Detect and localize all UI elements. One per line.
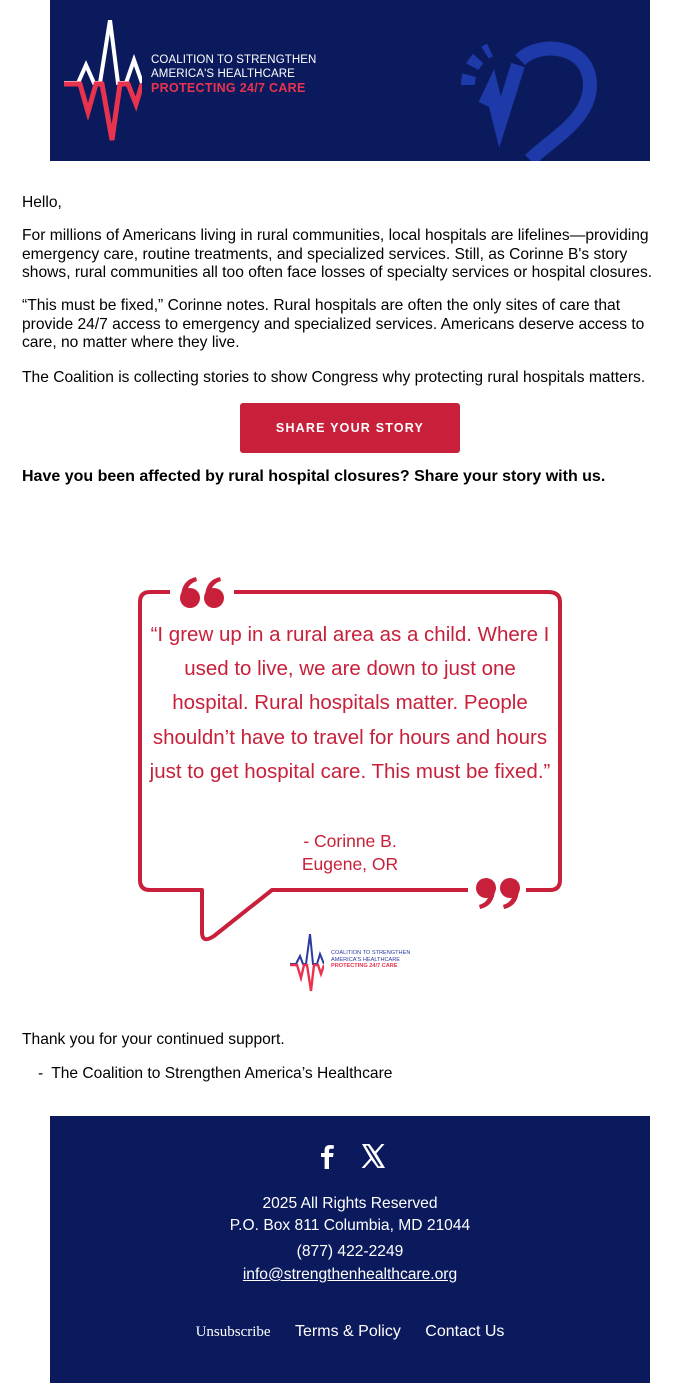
small-heartbeat-logo-icon [290,934,324,992]
copyright-text: 2025 All Rights Reserved [262,1195,438,1212]
small-logo-line-1: COALITION TO STRENGTHEN [331,950,411,956]
testimonial-author: - Corinne B. [303,831,397,851]
coalition-logo-text [151,53,316,95]
social-links [50,1142,650,1170]
email-link[interactable]: info@strengthenhealthcare.org [242,1266,458,1283]
collecting-stories-paragraph: The Coalition is collecting stories to show Congress why protecting rural hospitals matters. [22,369,646,386]
share-your-story-button[interactable] [240,403,460,453]
small-logo-line-3: PROTECTING 24/7 CARE [331,963,398,969]
logo-line-1: COALITION TO STRENGTHEN [151,54,317,66]
signoff-signature: The Coalition to Strengthen America’s Healthcare [51,1065,393,1082]
small-logo-line-2: AMERICA'S HEALTHCARE [331,956,401,963]
open-quote-icon [178,576,228,610]
thank-you-text: Thank you for your continued support. [22,1031,285,1048]
footer-links [50,1323,650,1341]
testimonial-quote: “I grew up in a rural area as a child. Where I used to live, we are down to just one hospital. Rural hospitals matter. People shouldn’t have to travel for hours and hours just to get hospital care. This must be fixed.” [149,623,551,783]
quote-paragraph: “This must be fixed,” Corinne notes. Rural hospitals are often the only sites of care that provide 24/7 access to emergency and specialized services. Americans deserve access to care, no matter where they live. [22,297,645,351]
affected-heading: Have you been affected by rural hospital closures? Share your story with us. [22,468,606,485]
unsubscribe-link[interactable]: Unsubscribe [195,1324,271,1340]
mailing-address: P.O. Box 811 Columbia, MD 21044 [229,1217,471,1234]
logo-line-2: AMERICA'S HEALTHCARE [151,68,295,80]
intro-paragraph: For millions of Americans living in rural communities, local hospitals are lifelines—providing emergency care, routine treatments, and specialized services. Still, as Corinne B's story shows, rural communities all too often face losses of specialty services or hospital closures. [22,227,653,281]
terms-policy-link[interactable]: Terms & Policy [295,1323,401,1340]
small-coalition-logo-text [331,950,410,970]
contact-us-link[interactable]: Contact Us [425,1323,505,1340]
facebook-icon[interactable] [313,1142,341,1170]
testimonial-attribution [148,830,552,876]
x-icon[interactable] [359,1142,387,1170]
phone-number: (877) 422-2249 [296,1243,404,1260]
heartbeat-logo-icon [64,20,142,142]
signoff [38,1065,392,1083]
signoff-dash: - [38,1065,44,1082]
greeting: Hello, [22,194,62,211]
header-banner [50,0,650,161]
logo-line-3: PROTECTING 24/7 CARE [151,81,306,95]
close-quote-icon [472,876,522,910]
footer [50,1116,650,1383]
share-your-story-label: SHARE YOUR STORY [275,421,425,435]
decorative-heart-clock-icon [390,30,610,161]
testimonial-location: Eugene, OR [301,854,399,874]
